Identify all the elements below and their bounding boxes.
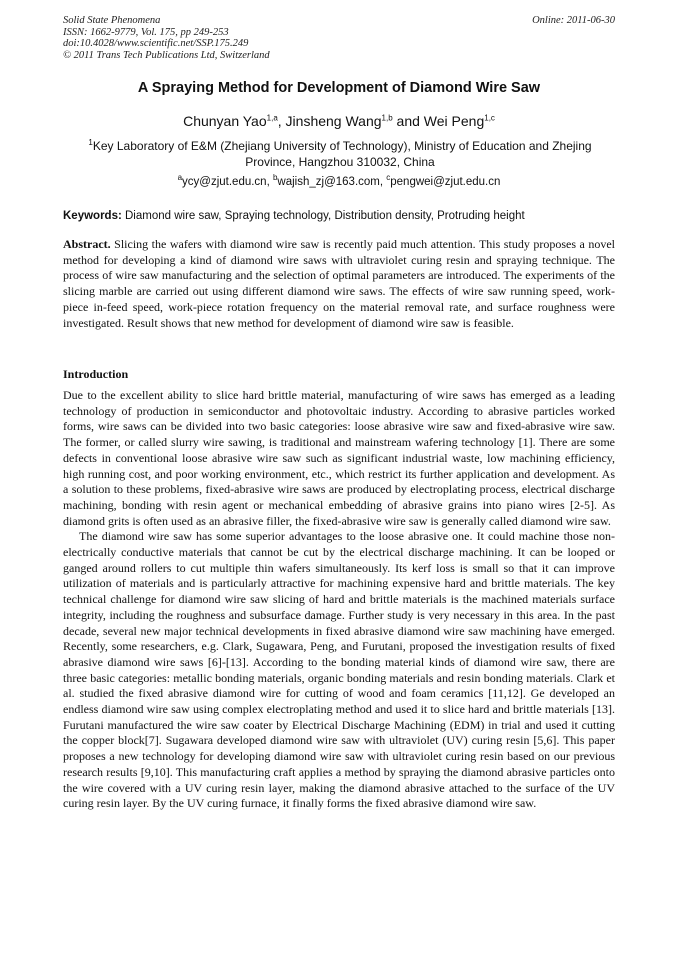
email-address[interactable]: pengwei@zjut.edu.cn	[390, 176, 501, 188]
author-name: Jinsheng Wang	[285, 113, 382, 129]
author-sup: 1,c	[484, 113, 495, 123]
affiliation-sup: 1	[88, 138, 93, 147]
journal-issn: ISSN: 1662-9779, Vol. 175, pp 249-253	[63, 26, 229, 38]
email-separator: ,	[266, 176, 273, 188]
keywords-label: Keywords:	[63, 210, 122, 222]
introduction-heading: Introduction	[63, 367, 129, 381]
email-sup: b	[272, 173, 278, 183]
online-date: Online: 2011-06-30	[532, 15, 615, 26]
keywords-text: Diamond wire saw, Spraying technology, Distribution density, Protruding height	[121, 210, 525, 222]
journal-header	[63, 15, 615, 61]
intro-paragraph-2: The diamond wire saw has some superior advantages to the loose abrasive one. It could machine those non-electrically conductive materials that cannot be cut by the electrical discharge machining. It can be looped or ganged around rollers to cut multiple thin wafers simultaneously. Its kerf loss is small so that it can improve utilization of materials and is particularly attractive for machining expensive hard and brittle materials. The key technical challenge for diamond wire saw slicing of hard and brittle materials is the machined materials surface integrity, including the roughness and subsurface damage. Further study is very necessary in this area. In the past decade, several new major technical developments in fixed abrasive diamond wire saw machining have emerged. Recently, some researchers, e.g. Clark, Sugawara, Peng, and Furutani, proposed the investigation results of fixed abrasive diamond wire saws [6]-[13]. According to the bonding material kinds of diamond wire saw, there are three basic categories: metallic bonding materials, organic bonding materials and resin bonding materials. Clark et al. studied the fixed abrasive diamond wire for cutting of wood and foam ceramics [11,12]. Ge developed an endless diamond wire saw using complex electroplating method and used it to slice hard and brittle materials [13]. Furutani manufactured the wire saw coater by Electrical Discharge Machining (EDM) in trial and used it cutting the copper block[7]. Sugawara developed diamond wire saw with ultraviolet (UV) curing resin [5,6]. This paper proposes a new technology for developing diamond wire saw with ultraviolet curing resin based on our previous research results [9,10]. This manufacturing craft applies a method by spraying the diamond abrasive particles onto the wire covered with a UV curing resin layer, making the diamond abrasive attached to the surface of the UV curing resin layer. By the UV curing furnace, it finally forms the fixed abrasive diamond wire saw.	[63, 529, 615, 811]
affiliation-text: Key Laboratory of E&M (Zhejiang University of Technology), Ministry of Education and Zhejing Province, Hangzhou 310032, China	[92, 139, 592, 169]
author-list	[0, 113, 678, 129]
email-sup: c	[386, 173, 391, 183]
journal-name: Solid State Phenomena	[63, 15, 161, 26]
journal-copyright: © 2011 Trans Tech Publications Ltd, Switzerland	[63, 49, 270, 61]
paper-title: A Spraying Method for Development of Diamond Wire Saw	[137, 80, 541, 96]
email-list	[0, 173, 678, 188]
email-separator: ,	[379, 176, 387, 188]
abstract-label: Abstract.	[63, 237, 111, 251]
abstract-text: Slicing the wafers with diamond wire saw is recently paid much attention. This study proposes a novel method for developing a kind of diamond wire saws with ultraviolet curing resin and spraying technique. The process of wire saw manufacturing and the selection of optimal parameters are introduced. The experiments of the slicing marble are carried out using different diamond wire saws. The effects of wire saw running speed, work-piece in-feed speed, work-piece rotation frequency on the material removal rate, and surface roughness were investigated. Result shows that new method for development of diamond wire saw is feasible.	[63, 237, 615, 330]
keywords	[63, 210, 615, 222]
author-sup: 1,b	[381, 113, 393, 123]
email-sup: a	[177, 173, 183, 183]
email-address[interactable]: ycy@zjut.edu.cn	[182, 176, 267, 188]
author-separator: ,	[277, 113, 286, 129]
author-sup: 1,a	[266, 113, 278, 123]
author-name: Wei Peng	[423, 113, 485, 129]
intro-paragraph-1: Due to the excellent ability to slice hard brittle material, manufacturing of wire saws has emerged as a leading technology of production in semiconductor and photovoltaic industry. According to abrasive particles worked forms, wire saws can be divided into two basic categories: loose abrasive wire saw and fixed-abrasive wire saw. The former, or called slurry wire sawing, is traditional and mainstream wafering technology [1]. There are some defects in conventional loose abrasive wire saw such as significant industrial waste, low machining efficiency, high running cost, and poor working environment, etc., which restrict its further application and development. As a solution to these problems, fixed-abrasive wire saws are produced by electroplating process, electrical discharge machining, bonding with resin agent or mechanical embedding of abrasive grains into piano wires [2-5]. As diamond grits is often used as an abrasive filler, the fixed-abrasive wire saw is generally called diamond wire saw.	[63, 388, 615, 528]
journal-doi: doi:10.4028/www.scientific.net/SSP.175.249	[63, 38, 249, 49]
introduction-body	[63, 388, 615, 812]
author-separator: and	[392, 113, 424, 129]
abstract	[63, 237, 615, 331]
affiliation	[70, 138, 610, 170]
email-address[interactable]: wajish_zj@163.com	[277, 176, 380, 188]
author-name: Chunyan Yao	[183, 113, 267, 129]
